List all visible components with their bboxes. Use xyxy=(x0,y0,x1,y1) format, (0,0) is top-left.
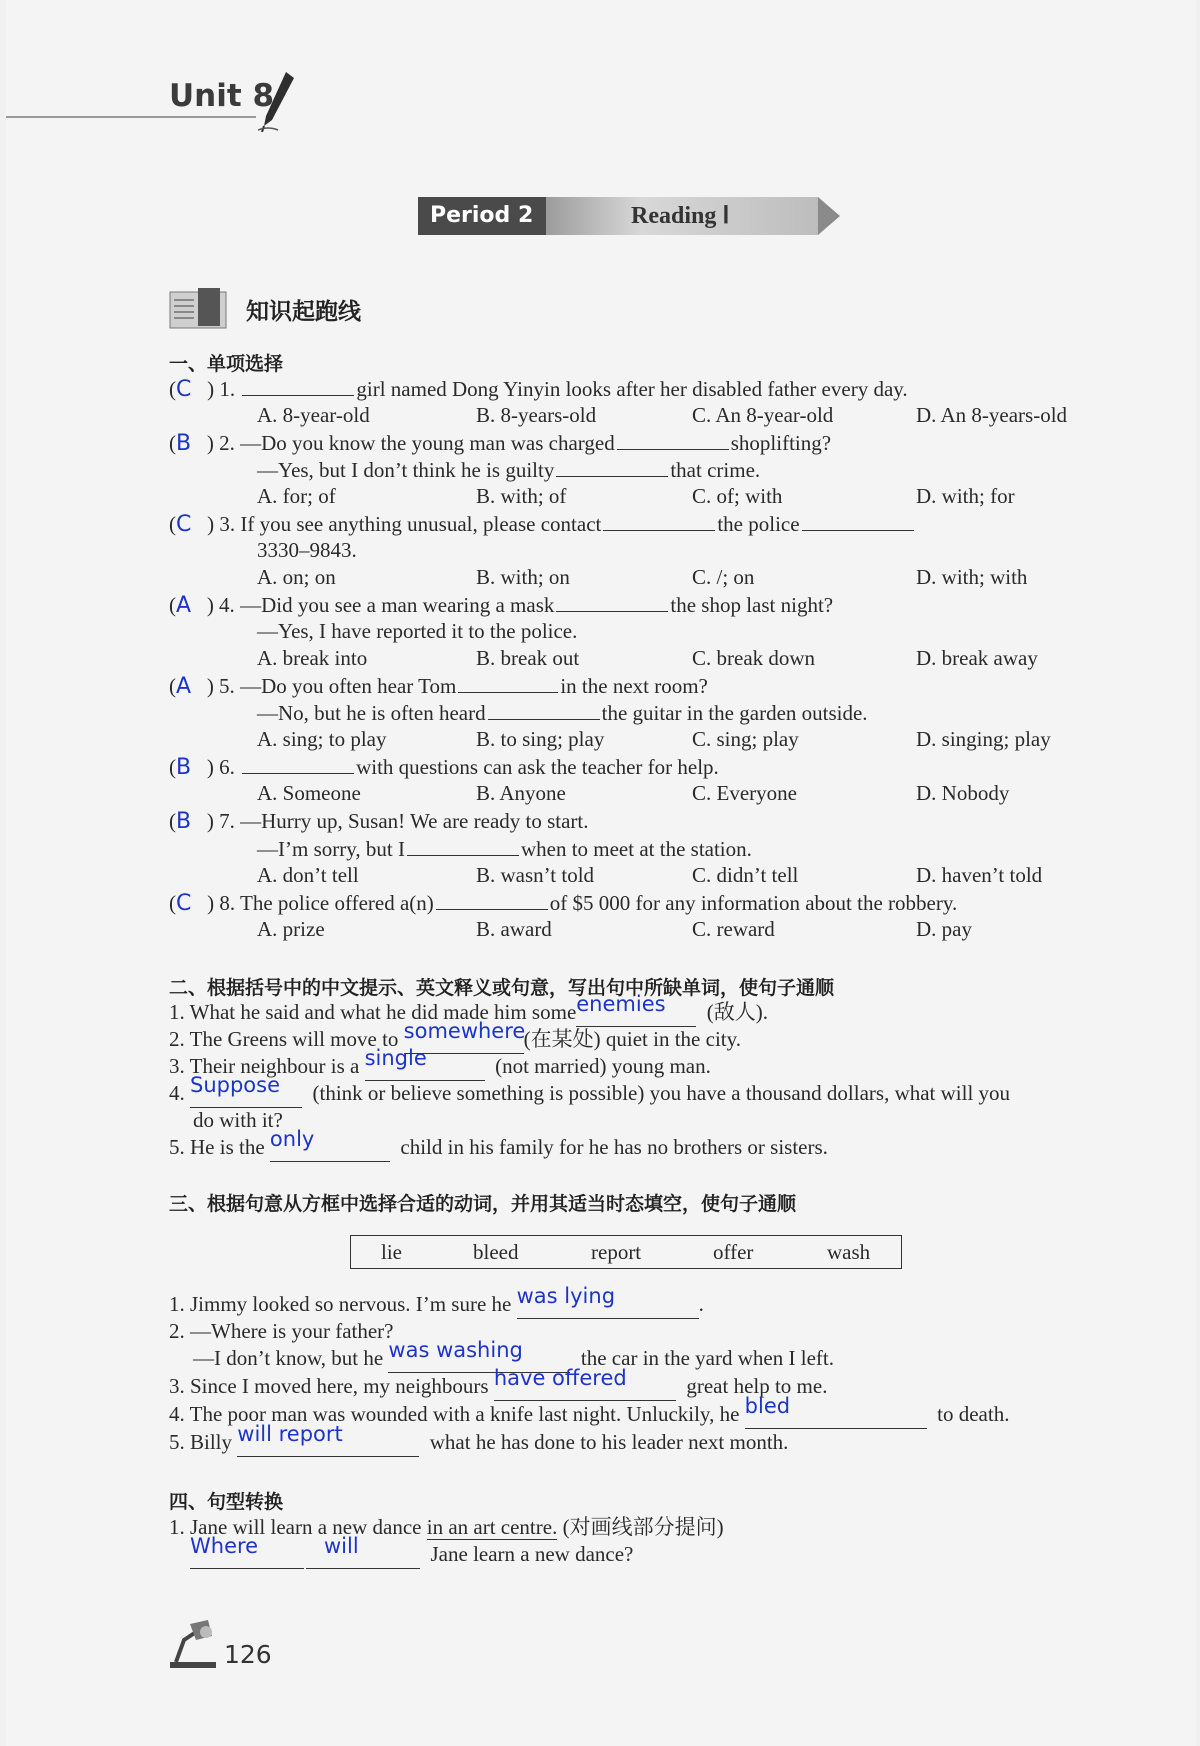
question-5: (A ) 5. —Do you often hear Tom in the next room? xyxy=(169,674,708,699)
question-2: (B ) 2. —Do you know the young man was charged shoplifting? xyxy=(169,431,832,456)
option: A. prize xyxy=(257,917,325,941)
box-word: offer xyxy=(713,1240,754,1264)
answer-fill: only xyxy=(269,1127,315,1151)
part2-item-4: 4. Suppose (think or believe something is possible) you have a thousand dollars, what will you xyxy=(169,1080,1010,1108)
arrow-icon xyxy=(818,197,840,235)
answer-fill: will report xyxy=(237,1422,343,1446)
pen-icon xyxy=(258,70,298,137)
option: C. Everyone xyxy=(692,781,797,805)
lamp-icon xyxy=(166,1618,220,1675)
option: C. break down xyxy=(692,646,816,670)
question-4: (A ) 4. —Did you see a man wearing a mask the shop last night? xyxy=(169,593,834,618)
question-7-line2: —I’m sorry, but I when to meet at the station. xyxy=(257,837,752,861)
option: B. wasn’t told xyxy=(476,863,595,887)
page xyxy=(6,0,1196,1746)
answer-fill: was lying xyxy=(516,1284,616,1308)
option: C. reward xyxy=(692,917,775,941)
option: B. with; on xyxy=(476,565,570,589)
part3-item-1: 1. Jimmy looked so nervous. I’m sure he was lying . xyxy=(169,1291,704,1319)
box-word: lie xyxy=(381,1240,402,1264)
box-word: report xyxy=(591,1240,642,1264)
part3-item-5: 5. Billy will report what he has done to his leader next month. xyxy=(169,1429,788,1457)
period-banner xyxy=(418,197,840,235)
page-number: 126 xyxy=(224,1640,272,1669)
period-title: Reading Ⅰ xyxy=(546,197,818,235)
question-3: (C ) 3. If you see anything unusual, please contact the police xyxy=(169,510,916,538)
part3-item-2: 2. —Where is your father? xyxy=(169,1319,394,1343)
question-3-line2: 3330–9843. xyxy=(257,538,357,562)
option: D. with; with xyxy=(916,565,1028,589)
answer-fill: single xyxy=(364,1046,427,1070)
part2-item-5: 5. He is the only child in his family for he has no brothers or sisters. xyxy=(169,1134,828,1162)
option: A. on; on xyxy=(257,565,336,589)
answer-1: C xyxy=(176,377,192,402)
answer-fill: have offered xyxy=(493,1366,627,1390)
part4-item-1-answer: Where will Jane learn a new dance? xyxy=(190,1541,633,1569)
option: B. 8-years-old xyxy=(476,403,597,427)
part3-item-3: 3. Since I moved here, my neighbours have offered great help to me. xyxy=(169,1373,827,1401)
header-rule xyxy=(6,116,256,118)
section-heading: 知识起跑线 xyxy=(246,299,361,325)
question-8: (C ) 8. The police offered a(n) of $5 000 for any information about the robbery. xyxy=(169,891,958,916)
part2-title: 二、根据括号中的中文提示、英文释义或句意，写出句中所缺单词，使句子通顺 xyxy=(169,977,835,999)
option: B. to sing; play xyxy=(476,727,605,751)
question-4-line2: —Yes, I have reported it to the police. xyxy=(257,619,578,643)
option: C. /; on xyxy=(692,565,755,589)
option: D. break away xyxy=(916,646,1038,670)
option: D. singing; play xyxy=(916,727,1051,751)
option: A. 8-year-old xyxy=(257,403,370,427)
question-5-line2: —No, but he is often heard the guitar in the garden outside. xyxy=(257,701,868,725)
question-7: (B ) 7. —Hurry up, Susan! We are ready to start. xyxy=(169,809,589,834)
part2-item-2: 2. The Greens will move to somewhere(在某处) quiet in the city. xyxy=(169,1026,741,1054)
option: A. break into xyxy=(257,646,368,670)
word-box xyxy=(350,1235,902,1269)
unit-title: Unit 8 xyxy=(169,78,275,114)
option: B. break out xyxy=(476,646,580,670)
option: D. pay xyxy=(916,917,972,941)
part3-item-4: 4. The poor man was wounded with a knife last night. Unluckily, he bled to death. xyxy=(169,1401,1009,1429)
answer-fill: somewhere xyxy=(403,1019,526,1043)
answer-fill: enemies xyxy=(576,992,666,1016)
option: C. of; with xyxy=(692,484,783,508)
option: B. with; of xyxy=(476,484,567,508)
part3-item-2-line2: —I don’t know, but he was washing the car in the yard when I left. xyxy=(193,1345,834,1373)
option: C. An 8-year-old xyxy=(692,403,834,427)
part2-item-3: 3. Their neighbour is a single (not married) young man. xyxy=(169,1053,711,1081)
question-6: (B ) 6. with questions can ask the teacher for help. xyxy=(169,755,719,780)
underlined-phrase: in an art centre. xyxy=(426,1515,558,1539)
option: B. award xyxy=(476,917,552,941)
answer-fill: was washing xyxy=(388,1338,523,1362)
option: A. for; of xyxy=(257,484,336,508)
question-2-line2: —Yes, but I don’t think he is guilty that crime. xyxy=(257,458,761,482)
part2-item-1: 1. What he said and what he did made him someenemies (敌人). xyxy=(169,999,768,1027)
book-icon xyxy=(168,288,228,337)
part1-title: 一、单项选择 xyxy=(169,353,284,375)
box-word: wash xyxy=(827,1240,871,1264)
part4-item-1: 1. Jane will learn a new dance in an art centre. (对画线部分提问) xyxy=(169,1515,724,1539)
option: B. Anyone xyxy=(476,781,566,805)
answer-fill: bled xyxy=(744,1394,791,1418)
option: C. sing; play xyxy=(692,727,799,751)
option: A. don’t tell xyxy=(257,863,359,887)
option: D. with; for xyxy=(916,484,1015,508)
part2-item-4-line2: do with it? xyxy=(193,1108,283,1132)
option: D. An 8-years-old xyxy=(916,403,1068,427)
answer-fill: Where xyxy=(190,1534,259,1558)
question-1: (C ) 1. girl named Dong Yinyin looks after her disabled father every day. xyxy=(169,377,908,402)
part3-title: 三、根据句意从方框中选择合适的动词，并用其适当时态填空，使句子通顺 xyxy=(169,1193,797,1215)
option: D. Nobody xyxy=(916,781,1010,805)
option: A. sing; to play xyxy=(257,727,387,751)
box-word: bleed xyxy=(473,1240,519,1264)
option: A. Someone xyxy=(257,781,361,805)
period-label: Period 2 xyxy=(418,197,546,235)
part4-title: 四、句型转换 xyxy=(169,1491,284,1513)
answer-fill: Suppose xyxy=(190,1073,281,1097)
option: D. haven’t told xyxy=(916,863,1043,887)
option: C. didn’t tell xyxy=(692,863,799,887)
answer-fill: will xyxy=(324,1534,359,1558)
